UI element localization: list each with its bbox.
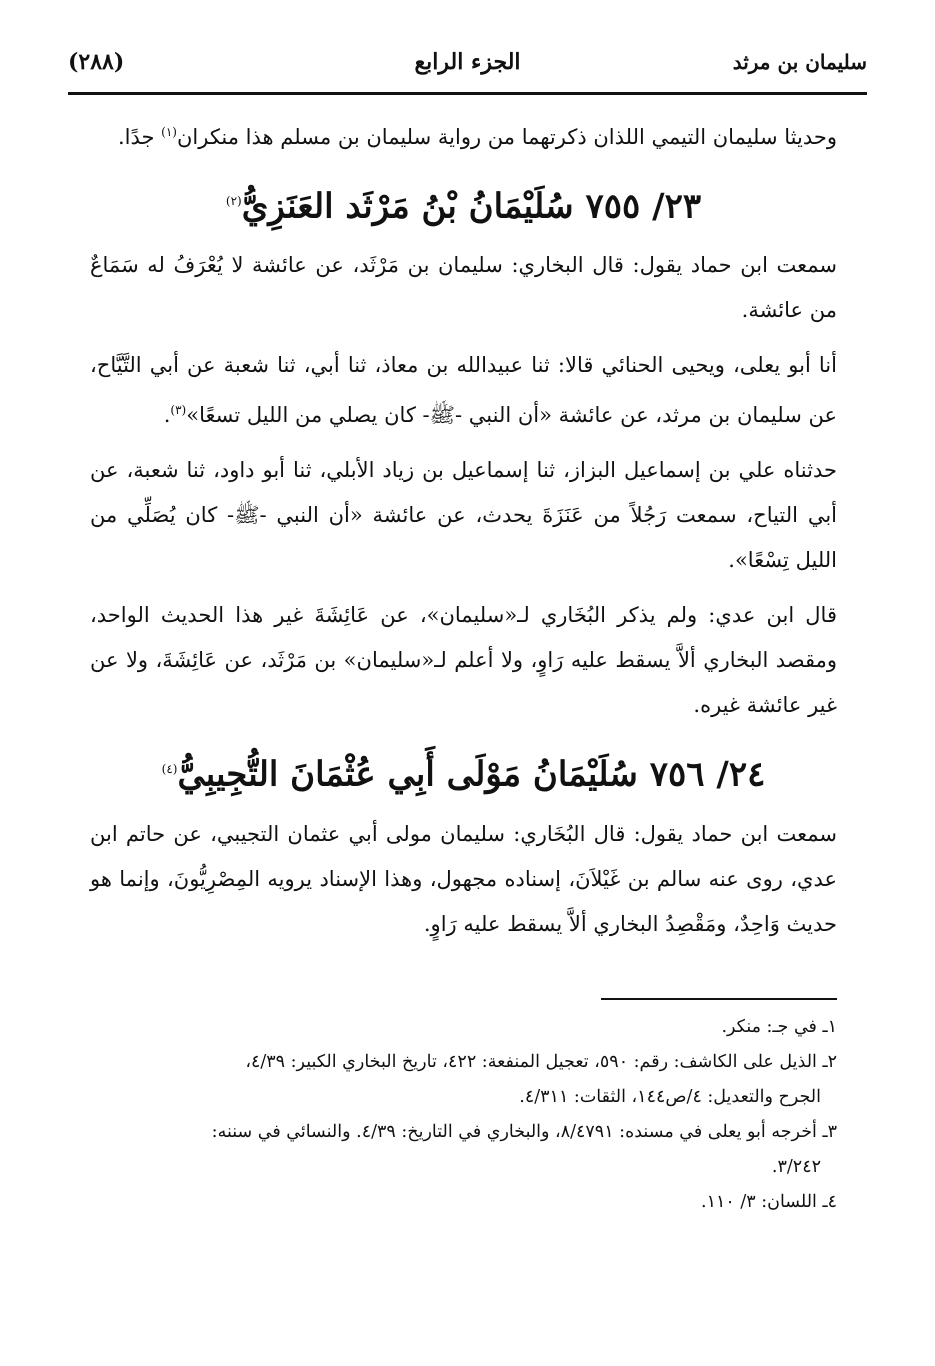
footnote-ref-3: (٣) bbox=[170, 403, 187, 418]
paragraph-5: قال ابن عدي: ولم يذكر البُخَاري لـ«سليمان»، عن عَائِشَةَ غير هذا الحديث الواحد، ومقصد البخاري ألاَّ يسقط عليه رَاوٍ، ولا أعلم لـ«سليمان» بن مَرْثَد، عن عَائِشَةَ، ولا عن غير عائشة غيره. bbox=[90, 603, 837, 718]
paragraph-3 bbox=[90, 343, 837, 438]
paragraph-1-end: جدًا. bbox=[117, 125, 155, 149]
footnote-ref-2: (٢) bbox=[225, 194, 242, 208]
entry-heading-24 bbox=[90, 738, 837, 805]
entry-heading-23 bbox=[90, 170, 837, 237]
header-rule bbox=[68, 92, 867, 95]
footnote-2: ٢ـ الذيل على الكاشف: رقم: ٥٩٠، تعجيل المنفعة: ٤٢٢، تاريخ البخاري الكبير: ٤/٣٩، bbox=[245, 1052, 837, 1072]
footnote-1: ١ـ في جـ: منكر. bbox=[721, 1017, 837, 1037]
footnote-divider bbox=[601, 998, 837, 1000]
page-number: (٢٨٨) bbox=[68, 49, 125, 75]
footnote-2-continued: الجرح والتعديل: ٤/ص١٤٤، الثقات: ٤/٣١١. bbox=[519, 1087, 821, 1107]
footnote-ref-4: (٤) bbox=[161, 762, 178, 777]
paragraph-6: سمعت ابن حماد يقول: قال البُخَاري: سليمان مولى أبي عثمان التجيبي، عن حاتم ابن عدي، روى عنه سالم بن غَيْلاَنَ، إسناده مجهول، وهذا الإسناد يرويه المِصْرِيُّونَ، وإنما هو حديث وَاحِدٌ، ومَقْصِدُ البخاري ألاَّ يسقط عليه رَاوٍ. bbox=[90, 821, 837, 936]
footnote-3-continued: ٣/٢٤٢. bbox=[771, 1157, 821, 1177]
paragraph-1-text: وحديثا سليمان التيمي اللذان ذكرتهما من رواية سليمان بن مسلم هذا منكران bbox=[176, 125, 837, 149]
footnote-3: ٣ـ أخرجه أبو يعلى في مسنده: ٨/٤٧٩١، والبخاري في التاريخ: ٤/٣٩. والنسائي في سننه: bbox=[211, 1122, 837, 1142]
paragraph-1 bbox=[90, 110, 837, 160]
entry-24-title: ٢٤/ ٧٥٦ سُلَيْمَانُ مَوْلَى أَبِي عُثْمَانَ التُّجِيبِيُّ bbox=[177, 754, 766, 795]
paragraph-2: سمعت ابن حماد يقول: قال البخاري: سليمان بن مَرْثَد، عن عائشة لا يُعْرَفُ له سَمَاعٌ من عائشة. bbox=[90, 253, 837, 323]
volume-title: الجزء الرابع bbox=[414, 49, 521, 75]
running-title: سليمان بن مرثد bbox=[732, 50, 867, 74]
footnotes bbox=[90, 1010, 837, 1220]
footnote-4: ٤ـ اللسان: ٣/ ١١٠. bbox=[701, 1192, 837, 1212]
page-header bbox=[68, 38, 867, 86]
paragraph-4: حدثناه علي بن إسماعيل البزاز، ثنا إسماعيل بن زياد الأبلي، ثنا أبو داود، ثنا شعبة، عن أبي التياح، سمعت رَجُلاً من عَنَزَةَ يحدث، عن عائشة «أن النبي -ﷺ- كان يُصَلِّي من الليل تِسْعًا». bbox=[90, 458, 837, 573]
entry-23-title: ٢٣/ ٧٥٥ سُلَيْمَانُ بْنُ مَرْثَد العَنَزِيُّ bbox=[241, 186, 702, 227]
paragraph-3-end: . bbox=[163, 403, 171, 428]
page-body bbox=[90, 110, 837, 957]
footnote-ref-1: (١) bbox=[161, 125, 177, 139]
paragraph-3-text: أنا أبو يعلى، ويحيى الحنائي قالا: ثنا عبيدالله بن معاذ، ثنا أبي، ثنا شعبة عن أبي التَّيَّاح، عن سليمان بن مرثد، عن عائشة «أن النبي -ﷺ- كان يصلي من الليل تسعًا» bbox=[90, 353, 837, 428]
